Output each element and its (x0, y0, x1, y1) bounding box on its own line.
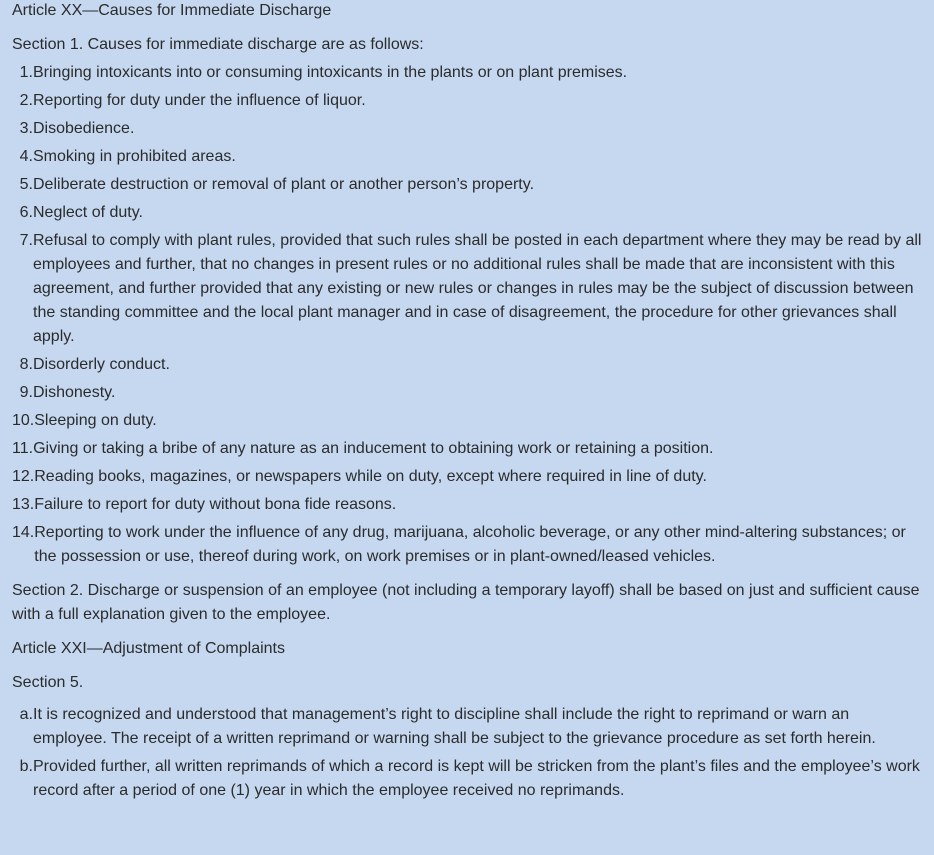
list-item-number: 14. (12, 524, 35, 541)
list-item-text: Sleeping on duty. (34, 412, 157, 429)
list-item (12, 409, 922, 433)
article-xxi-heading: Article XXI—Adjustment of Complaints (12, 640, 285, 657)
section-1-intro: Section 1. Causes for immediate discharge are as follows: (12, 36, 424, 53)
list-item-number: 5. (19, 176, 33, 193)
list-item-text: Reading books, magazines, or newspapers while on duty, except where required in line of duty. (34, 468, 707, 485)
list-item-number: 10. (12, 412, 35, 429)
list-item-letter: a. (19, 706, 33, 723)
list-item-number: 12. (12, 468, 35, 485)
list-item-text: Refusal to comply with plant rules, provided that such rules shall be posted in each department where they may be read by all employees and further, that no changes in present rules or no additional rules shall be made that are inconsistent with this agreement, and further provided that any existing or new rules or changes in rules may be the subject of discussion between the standing committee and the local plant manager and in case of disagreement, the procedure for other grievances shall apply. (33, 232, 922, 345)
list-item-text: Provided further, all written reprimands of which a record is kept will be stricken from the plant’s files and the employee’s work record after a period of one (1) year in which the employee received no reprimands. (33, 758, 920, 799)
section-5-heading: Section 5. (12, 674, 84, 691)
list-item (12, 173, 922, 197)
list-item (12, 229, 922, 349)
list-item-number: 9. (19, 384, 33, 401)
list-item-number: 6. (19, 204, 33, 221)
list-item-number: 1. (19, 64, 33, 81)
list-item-text: Disobedience. (33, 120, 135, 137)
section-2-text: Section 2. Discharge or suspension of an employee (not including a temporary layoff) shall be based on just and sufficient cause with a full explanation given to the employee. (12, 582, 920, 623)
list-item-number: 11. (12, 440, 34, 457)
list-item-number: 7. (19, 232, 33, 249)
list-item (12, 703, 922, 751)
list-item-number: 3. (19, 120, 33, 137)
list-item (12, 493, 922, 517)
list-item (12, 521, 922, 569)
list-item-text: Disorderly conduct. (33, 356, 170, 373)
discharge-causes-list (12, 61, 922, 569)
list-item (12, 437, 922, 461)
list-item-number: 2. (19, 92, 33, 109)
list-item-number: 13. (12, 496, 35, 513)
list-item (12, 201, 922, 225)
list-item (12, 145, 922, 169)
list-item-text: Deliberate destruction or removal of plant or another person’s property. (33, 176, 535, 193)
list-item (12, 89, 922, 113)
list-item-letter: b. (19, 758, 33, 775)
list-item-text: Reporting to work under the influence of any drug, marijuana, alcoholic beverage, or any other mind-altering substances; or the possession or use, thereof during work, on work premises or in plant-owned/leased vehicles. (34, 524, 906, 565)
list-item-text: Dishonesty. (33, 384, 116, 401)
list-item (12, 353, 922, 377)
list-item-number: 8. (19, 356, 33, 373)
list-item (12, 381, 922, 405)
list-item-text: Failure to report for duty without bona fide reasons. (34, 496, 397, 513)
article-xx-heading: Article XX—Causes for Immediate Discharge (12, 2, 332, 19)
list-item-text: Smoking in prohibited areas. (33, 148, 236, 165)
list-item-text: Giving or taking a bribe of any nature as an inducement to obtaining work or retaining a position. (33, 440, 714, 457)
list-item-text: It is recognized and understood that management’s right to discipline shall include the right to reprimand or warn an employee. The receipt of a written reprimand or warning shall be subject to the grievance procedure as set forth herein. (33, 706, 876, 747)
list-item-text: Bringing intoxicants into or consuming intoxicants in the plants or on plant premises. (33, 64, 628, 81)
list-item-text: Neglect of duty. (33, 204, 143, 221)
section-5-list (12, 703, 922, 803)
list-item (12, 61, 922, 85)
list-item-text: Reporting for duty under the influence of liquor. (33, 92, 366, 109)
list-item (12, 117, 922, 141)
list-item (12, 465, 922, 489)
list-item (12, 755, 922, 803)
list-item-number: 4. (19, 148, 33, 165)
